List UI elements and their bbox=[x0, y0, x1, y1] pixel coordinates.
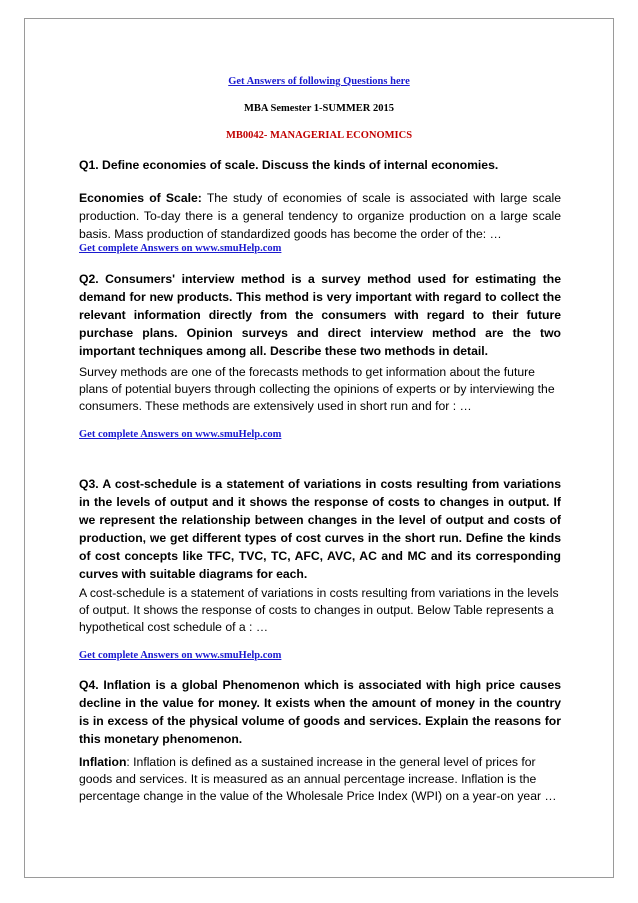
answer-1-term: Economies of Scale: bbox=[79, 191, 202, 205]
answer-4-text: : Inflation is defined as a sustained increase in the general level of prices for goods and services. It is measured as an annual percentage increase. Inflation is the percentage change in the value of the Wholesale Price Index (WPI) on a year-on year … bbox=[79, 755, 557, 804]
answer-3-link[interactable]: Get complete Answers on www.smuHelp.com bbox=[79, 650, 282, 661]
answer-1 bbox=[79, 189, 561, 243]
answer-2-link[interactable]: Get complete Answers on www.smuHelp.com bbox=[79, 429, 282, 440]
answer-4 bbox=[79, 754, 561, 806]
answer-2: Survey methods are one of the forecasts methods to get information about the future plans of potential buyers through collecting the opinions of experts or by interviewing the consumers. These methods are extensively used in short run and for : … bbox=[79, 365, 555, 414]
answer-3: A cost-schedule is a statement of variations in costs resulting from variations in the levels of output. It shows the response of costs to changes in output. Below Table represents a hypothetical cost schedule of a : … bbox=[79, 586, 559, 635]
answer-4-term: Inflation bbox=[79, 755, 127, 769]
question-4: Q4. Inflation is a global Phenomenon which is associated with high price causes decline in the value for money. It exists when the amount of money in the country is in excess of the physical volume of goods and services. Explain the reasons for this monetary phenomenon. bbox=[79, 678, 561, 746]
course-heading: MB0042- MANAGERIAL ECONOMICS bbox=[225, 130, 413, 141]
header-answers-link[interactable]: Get Answers of following Questions here bbox=[228, 76, 410, 87]
answer-1-text: The study of economies of scale is associated with large scale production. To-day there is a general tendency to organize production on a large scale basis. Mass production of standardized goods has become the order of the: … bbox=[79, 191, 562, 241]
page-border bbox=[24, 18, 614, 878]
answer-1-link[interactable]: Get complete Answers on www.smuHelp.com bbox=[79, 243, 282, 254]
question-2: Q2. Consumers' interview method is a survey method used for estimating the demand for new products. This method is very important with regard to collect the relevant information directly from the consumers with regard to their future purchase plans. Opinion surveys and direct interview method are the two important techniques among all. Describe these two methods in detail. bbox=[79, 272, 561, 358]
question-1: Q1. Define economies of scale. Discuss the kinds of internal economies. bbox=[79, 158, 499, 172]
semester-heading: MBA Semester 1-SUMMER 2015 bbox=[244, 103, 394, 114]
question-3: Q3. A cost-schedule is a statement of variations in costs resulting from variations in the levels of output and it shows the response of costs to changes in output. If we represent the relationship between changes in the level of output and costs of production, we get different types of cost curves in the short run. Define the kinds of cost concepts like TFC, TVC, TC, AFC, AVC, AC and MC and its corresponding curves with suitable diagrams for each. bbox=[79, 477, 561, 581]
